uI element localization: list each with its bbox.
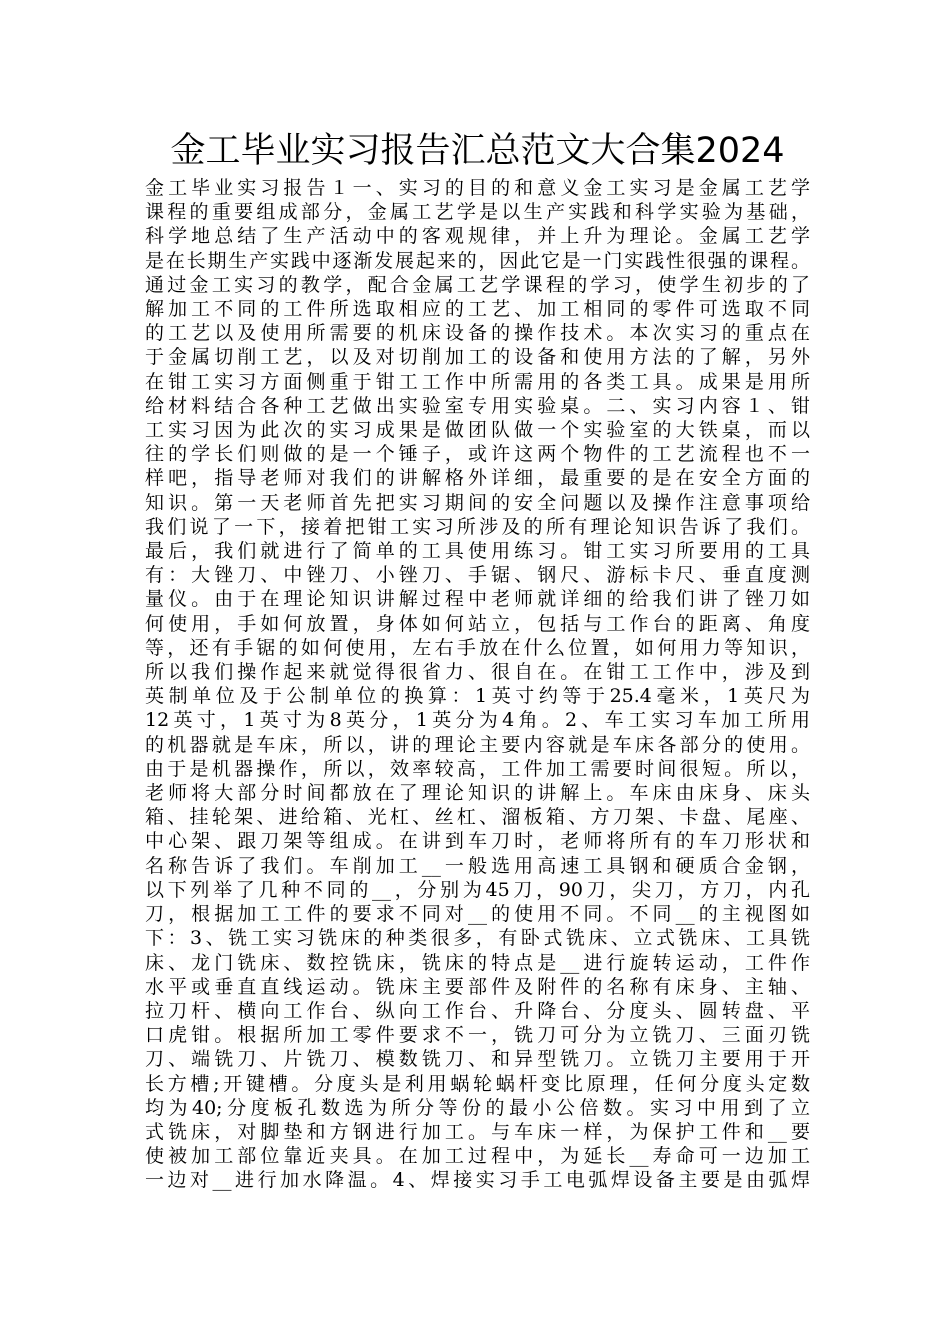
body-line: 在钳工实习方面侧重于钳工工作中所需用的各类工具。成果是用所 xyxy=(145,370,810,393)
body-line: 中心架、跟刀架等组成。在讲到车刀时，老师将所有的车刀形状和 xyxy=(145,830,810,853)
body-line: 英制单位及于公制单位的换算：1英寸约等于25.4毫米，1英尺为 xyxy=(145,685,810,708)
body-line: 科学地总结了生产活动中的客观规律，并上升为理论。金属工艺学 xyxy=(145,225,810,248)
body-line: 一边对__进行加水降温。4、焊接实习手工电弧焊设备主要是由弧焊 xyxy=(145,1169,810,1192)
body-line: 的工艺以及使用所需要的机床设备的操作技术。本次实习的重点在 xyxy=(145,322,810,345)
body-line: 通过金工实习的教学，配合金属工艺学课程的学习，使学生初步的了 xyxy=(145,273,810,296)
body-line: 量仪。由于在理论知识讲解过程中老师就详细的给我们讲了锉刀如 xyxy=(145,588,810,611)
body-line: 的机器就是车床，所以，讲的理论主要内容就是车床各部分的使用。 xyxy=(145,733,810,756)
body-line: 往的学长们则做的是一个锤子，或许这两个物件的工艺流程也不一 xyxy=(145,443,810,466)
document-body xyxy=(145,176,810,1193)
body-line: 以下列举了几种不同的__，分别为45刀，90刀，尖刀，方刀，内孔 xyxy=(145,878,810,901)
body-line: 于金属切削工艺，以及对切削加工的设备和使用方法的了解，另外 xyxy=(145,346,810,369)
body-line: 金工毕业实习报告１一、实习的目的和意义金工实习是金属工艺学 xyxy=(145,177,810,199)
body-line: 我们说了一下，接着把钳工实习所涉及的所有理论知识告诉了我们。 xyxy=(145,515,810,538)
body-line: 床、龙门铣床、数控铣床，铣床的特点是__进行旋转运动，工件作 xyxy=(145,951,810,974)
body-line: 何使用，手如何放置，身体如何站立，包括与工作台的距离、角度 xyxy=(145,612,810,635)
body-line: 课程的重要组成部分，金属工艺学是以生产实践和科学实验为基础， xyxy=(145,201,810,224)
body-line: 箱、挂轮架、进给箱、光杠、丝杠、溜板箱、方刀架、卡盘、尾座、 xyxy=(145,806,810,829)
body-line: 等，还有手锯的如何使用，左右手放在什么位置，如何用力等知识， xyxy=(145,636,810,659)
body-line: 工实习因为此次的实习成果是做团队做一个实验室的大铁桌，而以 xyxy=(145,419,810,442)
body-line: 知识。第一天老师首先把实习期间的安全问题以及操作注意事项给 xyxy=(145,491,810,514)
body-line: 样吧，指导老师对我们的讲解格外详细，最重要的是在安全方面的 xyxy=(145,467,810,490)
document-title: 金工毕业实习报告汇总范文大合集2024 xyxy=(170,131,785,171)
body-line: 12英寸，1英寸为8英分，1英分为4角。2、车工实习车加工所用 xyxy=(145,709,810,732)
body-line: 由于是机器操作，所以，效率较高，工件加工需要时间很短。所以， xyxy=(145,757,810,780)
body-line: 所以我们操作起来就觉得很省力、很自在。在钳工工作中，涉及到 xyxy=(145,661,810,684)
body-line: 均为40;分度板孔数选为所分等份的最小公倍数。实习中用到了立 xyxy=(145,1096,810,1119)
body-line: 口虎钳。根据所加工零件要求不一，铣刀可分为立铣刀、三面刃铣 xyxy=(145,1024,810,1047)
body-line: 有：大锉刀、中锉刀、小锉刀、手锯、钢尺、游标卡尺、垂直度测 xyxy=(145,564,810,587)
body-line: 老师将大部分时间都放在了理论知识的讲解上。车床由床身、床头 xyxy=(145,782,810,805)
body-line: 解加工不同的工件所选取相应的工艺、加工相同的零件可选取不同 xyxy=(145,298,810,321)
body-line: 刀、端铣刀、片铣刀、模数铣刀、和异型铣刀。立铣刀主要用于开 xyxy=(145,1048,810,1071)
body-line: 最后，我们就进行了简单的工具使用练习。钳工实习所要用的工具 xyxy=(145,540,810,563)
body-line: 式铣床，对脚垫和方钢进行加工。与车床一样，为保护工件和__要 xyxy=(145,1120,810,1143)
body-line: 名称告诉了我们。车削加工__一般选用高速工具钢和硬质合金钢， xyxy=(145,854,810,877)
body-line: 下：3、铣工实习铣床的种类很多，有卧式铣床、立式铣床、工具铣 xyxy=(145,927,810,950)
body-line: 给材料结合各种工艺做出实验室专用实验桌。二、实习内容１、钳 xyxy=(145,394,810,417)
body-line: 长方槽;开键槽。分度头是利用蜗轮蜗杆变比原理，任何分度头定数 xyxy=(145,1072,810,1095)
body-line: 拉刀杆、横向工作台、纵向工作台、升降台、分度头、圆转盘、平 xyxy=(145,999,810,1022)
body-line: 刀，根据加工工件的要求不同对__的使用不同。不同__的主视图如 xyxy=(145,903,810,926)
body-line: 使被加工部位靠近夹具。在加工过程中，为延长__寿命可一边加工 xyxy=(145,1145,810,1168)
body-line: 是在长期生产实践中逐渐发展起来的，因此它是一门实践性很强的课程。 xyxy=(145,249,810,272)
body-line: 水平或垂直直线运动。铣床主要部件及附件的名称有床身、主轴、 xyxy=(145,975,810,998)
